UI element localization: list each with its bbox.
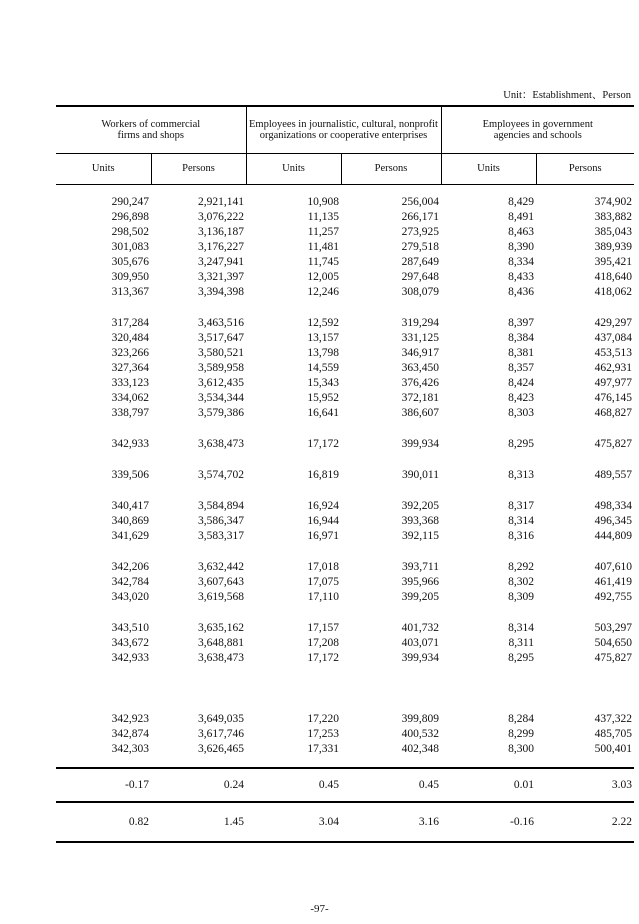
table-cell: 385,043 bbox=[594, 226, 633, 238]
table-cell: 3,394,398 bbox=[198, 286, 244, 298]
table-row bbox=[56, 185, 634, 211]
table-cell: 342,303 bbox=[111, 743, 149, 755]
table-cell: 16,819 bbox=[307, 469, 339, 481]
table-cell: 489,557 bbox=[594, 469, 633, 481]
table-cell: 3,619,568 bbox=[198, 591, 244, 603]
table-cell: 3,589,958 bbox=[198, 362, 244, 374]
table-cell: 461,419 bbox=[594, 576, 633, 588]
table-cell: 418,640 bbox=[594, 271, 633, 283]
table-row bbox=[56, 742, 634, 757]
table-cell: 8,295 bbox=[508, 652, 534, 664]
subheader-units: Units bbox=[441, 154, 536, 185]
table-row bbox=[56, 285, 634, 300]
table-row bbox=[56, 225, 634, 240]
table-cell: 437,084 bbox=[594, 332, 633, 344]
table-cell: 3,076,222 bbox=[198, 211, 244, 223]
table-row bbox=[56, 391, 634, 406]
table-cell: 12,592 bbox=[307, 317, 339, 329]
table-cell: 3,626,465 bbox=[198, 743, 244, 755]
table-cell: 8,300 bbox=[508, 743, 534, 755]
table-cell: 313,367 bbox=[111, 286, 149, 298]
group-header-commercial: Workers of commercial firms and shops bbox=[56, 106, 246, 154]
table-cell: 343,020 bbox=[111, 591, 149, 603]
table-cell: 8,357 bbox=[508, 362, 534, 374]
table-cell: 8,311 bbox=[508, 637, 534, 649]
row-spacer bbox=[56, 300, 634, 316]
table-cell: 16,944 bbox=[307, 515, 339, 527]
table-cell: 401,732 bbox=[401, 622, 439, 634]
table-cell: 3,517,647 bbox=[198, 332, 244, 344]
table-cell: 393,368 bbox=[401, 515, 439, 527]
table-row bbox=[56, 468, 634, 483]
table-cell: 342,874 bbox=[111, 728, 149, 740]
table-cell: 320,484 bbox=[111, 332, 149, 344]
table-cell: 17,018 bbox=[307, 561, 339, 573]
table-cell: 343,672 bbox=[111, 637, 149, 649]
table-cell: 11,745 bbox=[307, 256, 339, 268]
table-cell: 308,079 bbox=[401, 286, 439, 298]
row-spacer bbox=[56, 666, 634, 712]
table-cell: 17,253 bbox=[307, 728, 339, 740]
table-row bbox=[56, 316, 634, 331]
table-cell: 8,491 bbox=[508, 211, 534, 223]
table-cell: 395,421 bbox=[594, 256, 633, 268]
row-spacer bbox=[56, 483, 634, 499]
table-cell: 390,011 bbox=[402, 469, 439, 481]
table-cell: 399,934 bbox=[401, 438, 439, 450]
table-row bbox=[56, 560, 634, 575]
table-row bbox=[56, 590, 634, 605]
summary-cell: 0.01 bbox=[441, 768, 536, 802]
table-cell: 342,206 bbox=[111, 561, 149, 573]
table-cell: 8,314 bbox=[508, 515, 534, 527]
summary-cell: 0.82 bbox=[56, 802, 151, 842]
table-cell: 273,925 bbox=[401, 226, 439, 238]
summary-row bbox=[56, 768, 634, 802]
table-cell: 8,316 bbox=[508, 530, 534, 542]
table-cell: 400,532 bbox=[401, 728, 439, 740]
table-cell: 8,390 bbox=[508, 241, 534, 253]
table-cell: 3,607,643 bbox=[198, 576, 244, 588]
table-row bbox=[56, 636, 634, 651]
table-cell: 17,208 bbox=[307, 637, 339, 649]
row-spacer bbox=[56, 757, 634, 768]
table-cell: 8,397 bbox=[508, 317, 534, 329]
table-cell: 3,579,386 bbox=[198, 407, 244, 419]
summary-row bbox=[56, 802, 634, 842]
table-cell: 297,648 bbox=[401, 271, 439, 283]
table-cell: 17,110 bbox=[307, 591, 339, 603]
table-cell: 15,343 bbox=[307, 377, 339, 389]
table-cell: 503,297 bbox=[594, 622, 633, 634]
table-cell: 376,426 bbox=[401, 377, 439, 389]
table-cell: 10,908 bbox=[307, 196, 339, 208]
table-cell: 392,115 bbox=[402, 530, 439, 542]
table-cell: 3,638,473 bbox=[198, 652, 244, 664]
table-cell: 317,284 bbox=[111, 317, 149, 329]
table-cell: 8,314 bbox=[508, 622, 534, 634]
table-cell: 8,381 bbox=[508, 347, 534, 359]
table-cell: 3,617,746 bbox=[198, 728, 244, 740]
subheader-persons: Persons bbox=[536, 154, 634, 185]
table-cell: 475,827 bbox=[594, 652, 633, 664]
table-row bbox=[56, 240, 634, 255]
table-cell: 287,649 bbox=[401, 256, 439, 268]
table-row bbox=[56, 575, 634, 590]
table-cell: 343,510 bbox=[111, 622, 149, 634]
table-cell: 395,966 bbox=[401, 576, 439, 588]
table-cell: 399,809 bbox=[401, 713, 439, 725]
table-cell: 298,502 bbox=[111, 226, 149, 238]
table-row bbox=[56, 406, 634, 421]
summary-cell: 2.22 bbox=[536, 802, 634, 842]
subheader-units: Units bbox=[246, 154, 341, 185]
table-row bbox=[56, 529, 634, 544]
summary-cell: 0.45 bbox=[246, 768, 341, 802]
table-cell: 462,931 bbox=[594, 362, 633, 374]
table-row bbox=[56, 712, 634, 727]
table-cell: 339,506 bbox=[111, 469, 149, 481]
table-cell: 3,580,521 bbox=[198, 347, 244, 359]
table-cell: 8,384 bbox=[508, 332, 534, 344]
table-cell: 17,172 bbox=[307, 438, 339, 450]
table-cell: 279,518 bbox=[401, 241, 439, 253]
table-cell: 3,648,881 bbox=[198, 637, 244, 649]
table-row bbox=[56, 651, 634, 666]
table-cell: 3,176,227 bbox=[198, 241, 244, 253]
summary-cell: 3.04 bbox=[246, 802, 341, 842]
table-cell: 3,534,344 bbox=[198, 392, 244, 404]
table-cell: 386,607 bbox=[401, 407, 439, 419]
table-cell: 342,784 bbox=[111, 576, 149, 588]
table-cell: 16,971 bbox=[307, 530, 339, 542]
summary-cell: 0.24 bbox=[151, 768, 246, 802]
table-cell: 334,062 bbox=[111, 392, 149, 404]
table-cell: 15,952 bbox=[307, 392, 339, 404]
table-cell: 429,297 bbox=[594, 317, 633, 329]
table-cell: 3,321,397 bbox=[198, 271, 244, 283]
table-row bbox=[56, 270, 634, 285]
table-cell: 333,123 bbox=[111, 377, 149, 389]
group-header-journalistic: Employees in journalistic, cultural, nonprofit organizations or cooperative enterprises bbox=[246, 106, 441, 154]
group-header-government: Employees in government agencies and schools bbox=[441, 106, 634, 154]
summary-cell: 3.03 bbox=[536, 768, 634, 802]
table-cell: 327,364 bbox=[111, 362, 149, 374]
table-cell: 492,755 bbox=[594, 591, 633, 603]
table-row bbox=[56, 361, 634, 376]
summary-cell: -0.16 bbox=[441, 802, 536, 842]
table-cell: 407,610 bbox=[594, 561, 633, 573]
table-row bbox=[56, 621, 634, 636]
summary-cell: -0.17 bbox=[56, 768, 151, 802]
table-cell: 3,649,035 bbox=[198, 713, 244, 725]
table-cell: 496,345 bbox=[594, 515, 633, 527]
table-cell: 340,869 bbox=[111, 515, 149, 527]
table-cell: 256,004 bbox=[401, 196, 439, 208]
table-cell: 8,429 bbox=[508, 196, 534, 208]
table-cell: 476,145 bbox=[594, 392, 633, 404]
table-cell: 363,450 bbox=[401, 362, 439, 374]
table-row bbox=[56, 499, 634, 514]
table-body bbox=[56, 185, 634, 843]
table-cell: 8,433 bbox=[508, 271, 534, 283]
table-cell: 17,075 bbox=[307, 576, 339, 588]
summary-cell: 3.16 bbox=[341, 802, 441, 842]
row-spacer bbox=[56, 605, 634, 621]
table-cell: 3,632,442 bbox=[198, 561, 244, 573]
table-cell: 11,135 bbox=[307, 211, 339, 223]
table-cell: 12,246 bbox=[307, 286, 339, 298]
page-number: -97- bbox=[310, 903, 329, 915]
subheader-persons: Persons bbox=[151, 154, 246, 185]
row-spacer bbox=[56, 421, 634, 437]
table-cell: 3,586,347 bbox=[198, 515, 244, 527]
table-cell: 372,181 bbox=[401, 392, 439, 404]
table-cell: 342,923 bbox=[111, 713, 149, 725]
table-cell: 13,798 bbox=[307, 347, 339, 359]
table-cell: 323,266 bbox=[111, 347, 149, 359]
table-cell: 3,635,162 bbox=[198, 622, 244, 634]
table-cell: 8,309 bbox=[508, 591, 534, 603]
table-cell: 305,676 bbox=[111, 256, 149, 268]
table-cell: 399,934 bbox=[401, 652, 439, 664]
table-cell: 16,641 bbox=[307, 407, 339, 419]
table-cell: 8,284 bbox=[508, 713, 534, 725]
table-cell: 392,205 bbox=[401, 500, 439, 512]
table-cell: 309,950 bbox=[111, 271, 149, 283]
table-cell: 11,481 bbox=[307, 241, 339, 253]
table-row bbox=[56, 437, 634, 452]
table-cell: 3,463,516 bbox=[198, 317, 244, 329]
table-cell: 8,295 bbox=[508, 438, 534, 450]
table-cell: 437,322 bbox=[594, 713, 633, 725]
table-cell: 340,417 bbox=[111, 500, 149, 512]
row-spacer bbox=[56, 544, 634, 560]
table-cell: 338,797 bbox=[111, 407, 149, 419]
table-cell: 399,205 bbox=[401, 591, 439, 603]
table-cell: 8,292 bbox=[508, 561, 534, 573]
table-cell: 346,917 bbox=[401, 347, 439, 359]
table-cell: 342,933 bbox=[111, 652, 149, 664]
table-row bbox=[56, 514, 634, 529]
table-cell: 3,612,435 bbox=[198, 377, 244, 389]
table-cell: 3,584,894 bbox=[198, 500, 244, 512]
table-cell: 485,705 bbox=[594, 728, 633, 740]
table-cell: 389,939 bbox=[594, 241, 633, 253]
table-cell: 8,424 bbox=[508, 377, 534, 389]
table-cell: 453,513 bbox=[594, 347, 633, 359]
table-cell: 17,331 bbox=[307, 743, 339, 755]
table-cell: 8,317 bbox=[508, 500, 534, 512]
table-cell: 17,220 bbox=[307, 713, 339, 725]
table-cell: 3,136,187 bbox=[198, 226, 244, 238]
table-cell: 497,977 bbox=[594, 377, 633, 389]
table-cell: 341,629 bbox=[111, 530, 149, 542]
table-cell: 266,171 bbox=[401, 211, 439, 223]
table-cell: 8,302 bbox=[508, 576, 534, 588]
table-cell: 8,423 bbox=[508, 392, 534, 404]
table-row bbox=[56, 376, 634, 391]
table-row bbox=[56, 727, 634, 742]
table-cell: 11,257 bbox=[307, 226, 339, 238]
statistics-table bbox=[56, 105, 634, 843]
table-cell: 331,125 bbox=[401, 332, 439, 344]
unit-label: Unit：Establishment、Person bbox=[503, 90, 631, 101]
table-cell: 8,303 bbox=[508, 407, 534, 419]
table-cell: 3,638,473 bbox=[198, 438, 244, 450]
table-cell: 468,827 bbox=[594, 407, 633, 419]
table-cell: 319,294 bbox=[401, 317, 439, 329]
table-cell: 403,071 bbox=[401, 637, 439, 649]
table-row bbox=[56, 346, 634, 361]
table-cell: 504,650 bbox=[594, 637, 633, 649]
table-cell: 8,299 bbox=[508, 728, 534, 740]
table-cell: 290,247 bbox=[111, 196, 149, 208]
subheader-persons: Persons bbox=[341, 154, 441, 185]
table-cell: 500,401 bbox=[594, 743, 633, 755]
summary-cell: 1.45 bbox=[151, 802, 246, 842]
table-cell: 3,247,941 bbox=[198, 256, 244, 268]
table-cell: 14,559 bbox=[307, 362, 339, 374]
table-cell: 475,827 bbox=[594, 438, 633, 450]
table-cell: 374,902 bbox=[594, 196, 633, 208]
table-cell: 3,574,702 bbox=[198, 469, 244, 481]
table-cell: 8,313 bbox=[508, 469, 534, 481]
table-cell: 393,711 bbox=[402, 561, 439, 573]
table-cell: 402,348 bbox=[401, 743, 439, 755]
table-cell: 383,882 bbox=[594, 211, 633, 223]
table-cell: 16,924 bbox=[307, 500, 339, 512]
table-cell: 13,157 bbox=[307, 332, 339, 344]
table-cell: 444,809 bbox=[594, 530, 633, 542]
summary-cell: 0.45 bbox=[341, 768, 441, 802]
table-cell: 2,921,141 bbox=[198, 196, 244, 208]
table-cell: 296,898 bbox=[111, 211, 149, 223]
table-row bbox=[56, 210, 634, 225]
row-spacer bbox=[56, 452, 634, 468]
table-cell: 12,005 bbox=[307, 271, 339, 283]
table-cell: 17,172 bbox=[307, 652, 339, 664]
table-cell: 8,463 bbox=[508, 226, 534, 238]
table-cell: 17,157 bbox=[307, 622, 339, 634]
table-row bbox=[56, 255, 634, 270]
table-cell: 8,334 bbox=[508, 256, 534, 268]
subheader-units: Units bbox=[56, 154, 151, 185]
table-cell: 498,334 bbox=[594, 500, 633, 512]
table-cell: 418,062 bbox=[594, 286, 633, 298]
table-cell: 301,083 bbox=[111, 241, 149, 253]
table-cell: 342,933 bbox=[111, 438, 149, 450]
table-cell: 8,436 bbox=[508, 286, 534, 298]
table-cell: 3,583,317 bbox=[198, 530, 244, 542]
table-row bbox=[56, 331, 634, 346]
